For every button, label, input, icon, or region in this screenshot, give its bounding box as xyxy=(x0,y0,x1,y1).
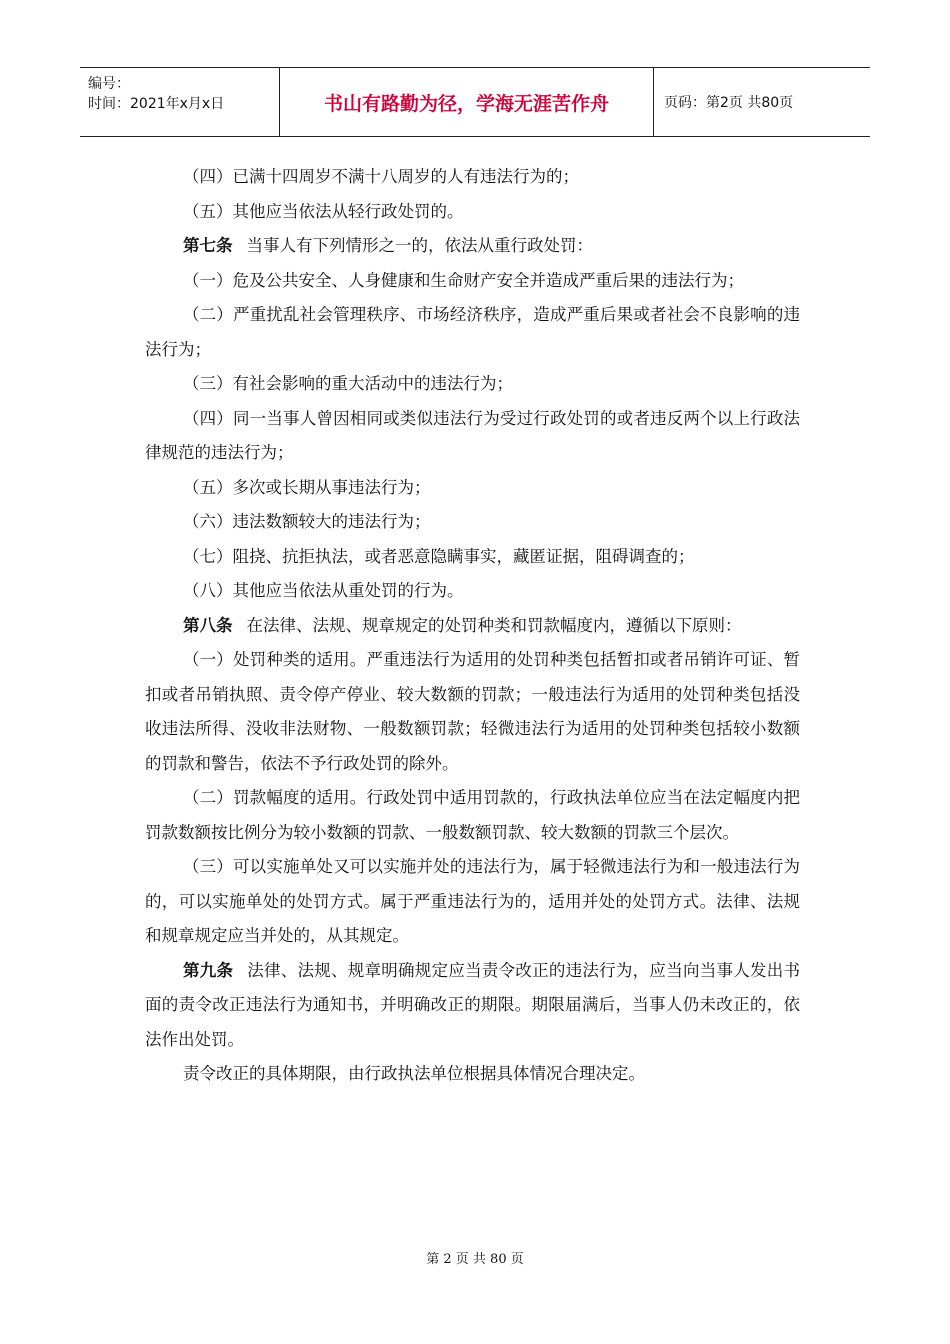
paragraph-text: （五）多次或长期从事违法行为； xyxy=(182,477,431,497)
paragraph-text: （五）其他应当依法从轻行政处罚的。 xyxy=(182,201,464,221)
paragraph-text: （七）阻挠、抗拒执法，或者恶意隐瞒事实，藏匿证据，阻碍调查的； xyxy=(182,546,695,566)
paragraph-text: （一）危及公共安全、人身健康和生命财产安全并造成严重后果的违法行为； xyxy=(182,270,744,290)
paragraph xyxy=(145,195,800,230)
paragraph xyxy=(145,505,800,540)
paragraph-text: 责令改正的具体期限，由行政执法单位根据具体情况合理决定。 xyxy=(182,1064,645,1083)
date-label: 时间：2021年x月x日 xyxy=(88,96,225,112)
page-footer: 第 2 页 共 80 页 xyxy=(426,1252,524,1267)
paragraph xyxy=(145,298,800,367)
paragraph xyxy=(145,1057,800,1092)
paragraph xyxy=(145,540,800,575)
paragraph xyxy=(145,850,800,954)
paragraph-text: 当事人有下列情形之一的，依法从重行政处罚： xyxy=(246,236,593,255)
document-body xyxy=(145,160,800,1092)
page-header xyxy=(80,67,870,137)
article-title: 第八条 xyxy=(182,615,233,635)
paragraph-text: （二）罚款幅度的适用。行政处罚中适用罚款的，行政执法单位应当在法定幅度内把罚款数额按比例分为较小数额的罚款、一般数额罚款、较大数额的罚款三个层次。 xyxy=(145,788,800,842)
header-page-label: 页码：第2页 共80页 xyxy=(664,95,794,111)
paragraph-text: （二）严重扰乱社会管理秩序、市场经济秩序，造成严重后果或者社会不良影响的违法行为； xyxy=(145,305,800,359)
number-label: 编号： xyxy=(88,76,130,92)
article-title: 第七条 xyxy=(182,236,233,255)
paragraph xyxy=(145,574,800,609)
paragraph-text: （一）处罚种类的适用。严重违法行为适用的处罚种类包括暂扣或者吊销许可证、暂扣或者吊销执照、责令停产停业、较大数额的罚款；一般违法行为适用的处罚种类包括没收违法所得、没收非法财物、一般数额罚款；轻微违法行为适用的处罚种类包括较小数额的罚款和警告，依法不予行政处罚的除外。 xyxy=(145,650,800,773)
paragraph xyxy=(145,471,800,506)
paragraph-text: （八）其他应当依法从重处罚的行为。 xyxy=(182,581,464,600)
article-title: 第九条 xyxy=(182,960,234,980)
paragraph-text: 在法律、法规、规章规定的处罚种类和罚款幅度内，遵循以下原则： xyxy=(246,615,742,635)
header-meta xyxy=(80,68,280,136)
article-7 xyxy=(145,229,800,264)
paragraph-text: （六）违法数额较大的违法行为； xyxy=(182,512,431,531)
paragraph-text: 法律、法规、规章明确规定应当责令改正的违法行为，应当向当事人发出书面的责令改正违法行为通知书，并明确改正的期限。期限届满后，当事人仍未改正的，依法作出处罚。 xyxy=(145,960,801,1049)
paragraph xyxy=(145,367,800,402)
paragraph xyxy=(145,264,800,299)
article-9 xyxy=(145,954,800,1058)
paragraph-text: （四）已满十四周岁不满十八周岁的人有违法行为的； xyxy=(182,167,579,186)
paragraph xyxy=(145,643,800,781)
paragraph xyxy=(145,402,800,471)
header-motto: 书山有路勤为径，学海无涯苦作舟 xyxy=(280,68,654,136)
paragraph-text: （四）同一当事人曾因相同或类似违法行为受过行政处罚的或者违反两个以上行政法律规范的违法行为； xyxy=(145,408,800,462)
paragraph-text: （三）有社会影响的重大活动中的违法行为； xyxy=(182,374,513,393)
article-8 xyxy=(145,609,800,644)
paragraph-text: （三）可以实施单处又可以实施并处的违法行为，属于轻微违法行为和一般违法行为的，可以实施单处的处罚方式。属于严重违法行为的，适用并处的处罚方式。法律、法规和规章规定应当并处的，从其规定。 xyxy=(145,857,800,945)
paragraph xyxy=(145,781,800,850)
paragraph xyxy=(145,160,800,195)
